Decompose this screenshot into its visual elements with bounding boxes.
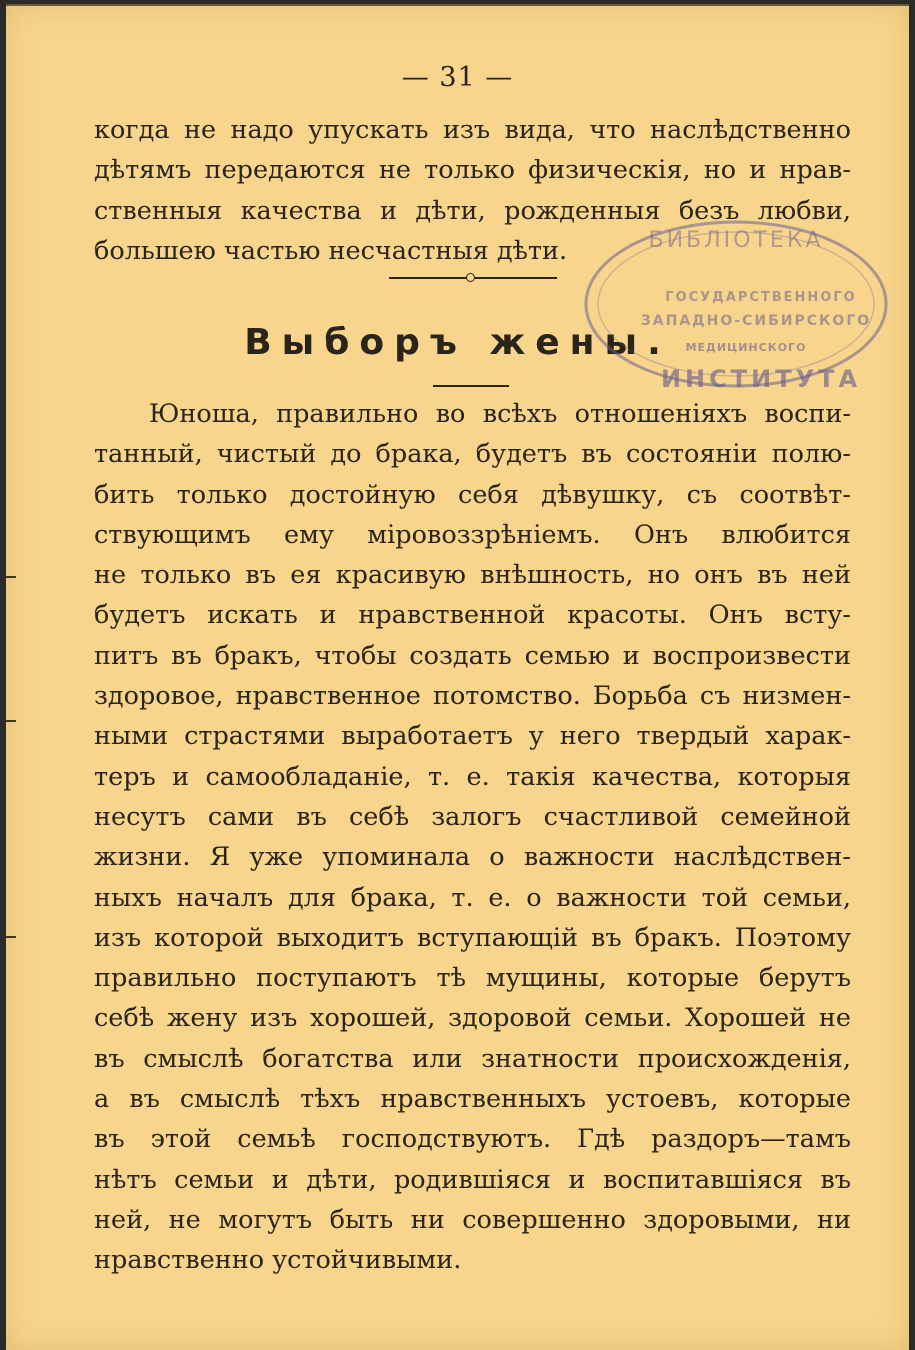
text-line: танный, чистый до брака, будетъ въ состояніи полю- (94, 439, 851, 470)
section-title: Выборъ жены. (244, 322, 671, 363)
stamp-line-1: БИБЛІОТЕКА (648, 228, 824, 253)
text-line: ными страстями выработаетъ у него твердый харак- (94, 721, 851, 752)
stamp-line-4: МЕДИЦИНСКОГО (685, 341, 807, 354)
text-line: нѣтъ семьи и дѣти, родившіяся и воспитавшіяся въ (94, 1164, 851, 1195)
text-line: ныхъ началъ для брака, т. е. о важности той семьи, (94, 882, 851, 913)
text-line: въ смыслѣ богатства или знатности происхожденія, (94, 1043, 851, 1074)
text-line: въ этой семьѣ господствуютъ. Гдѣ раздоръ—тамъ (94, 1124, 851, 1155)
book-page (6, 4, 909, 1350)
text-line: теръ и самообладаніе, т. е. такія качества, которыя (94, 761, 851, 792)
text-line: будетъ искать и нравственной красоты. Онъ всту- (94, 600, 851, 631)
text-line: нравственно устойчивыми. (94, 1245, 462, 1276)
opening-paragraph (94, 110, 851, 271)
text-line: несутъ сами въ себѣ залогъ счастливой семейной (94, 801, 851, 832)
text-line: Юноша, правильно во всѣхъ отношеніяхъ воспи- (149, 399, 851, 429)
text-line: ней, не могутъ быть ни совершенно здоровыми, ни (94, 1204, 851, 1235)
text-line: бить только достойную себя дѣвушку, съ соотвѣт- (94, 479, 851, 510)
stamp-line-2: ГОСУДАРСТВЕННОГО (665, 290, 857, 305)
text-line: изъ которой выходитъ вступающій въ бракъ. Поэтому (94, 922, 851, 953)
text-line: когда не надо упускать изъ вида, что наслѣдственно (94, 115, 851, 145)
text-line: правильно поступаютъ тѣ мущины, которые берутъ (94, 963, 851, 994)
section-divider-ornament (389, 272, 557, 284)
text-line: здоровое, нравственное потомство. Борьба съ низмен- (94, 681, 851, 712)
stamp-line-5: ИНСТИТУТА (660, 365, 862, 393)
binding-marks (6, 4, 18, 1350)
text-line: а въ смыслѣ тѣхъ нравственныхъ устоевъ, которые (94, 1084, 851, 1115)
text-line: питъ въ бракъ, чтобы создать семью и воспроизвести (94, 640, 851, 671)
text-line: жизни. Я уже упоминала о важности наслѣдствен- (94, 842, 851, 873)
text-line: ствующимъ ему міровоззрѣніемъ. Онъ влюбится (94, 519, 851, 550)
stamp-line-3: ЗАПАДНО-СИБИРСКОГО (640, 313, 872, 329)
text-line: дѣтямъ передаются не только физическія, но и нрав- (94, 155, 851, 186)
title-underline (433, 385, 509, 387)
main-paragraph (94, 394, 851, 1281)
page-top-edge (6, 4, 909, 6)
text-line: большею частью несчастныя дѣти. (94, 235, 568, 266)
text-line: себѣ жену изъ хорошей, здоровой семьи. Хорошей не (94, 1003, 851, 1034)
text-line: не только въ ея красивую внѣшность, но онъ въ ней (94, 560, 851, 591)
page-number: — 31 — (401, 62, 514, 93)
text-line: ственныя качества и дѣти, рожденныя безъ любви, (94, 195, 851, 226)
